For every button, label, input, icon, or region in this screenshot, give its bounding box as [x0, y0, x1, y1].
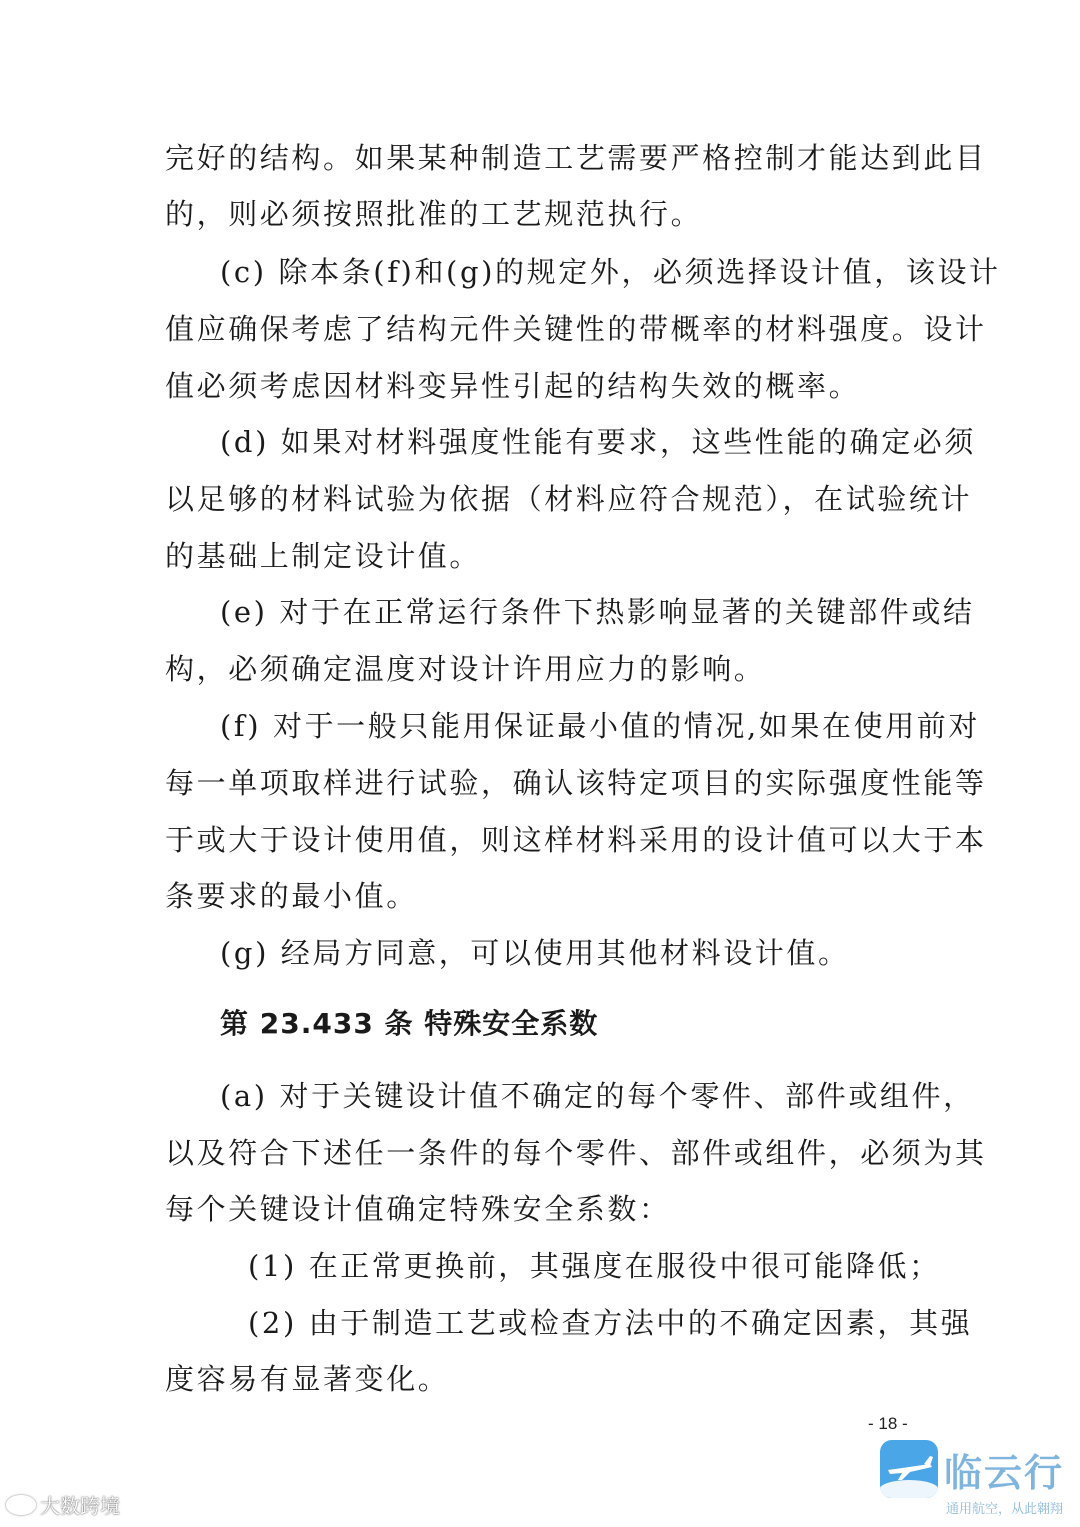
watermark-right-title: 临云行: [944, 1451, 1065, 1495]
watermark-left: [6, 1490, 120, 1519]
item-2: (2) 由于制造工艺或检查方法中的不确定因素，其强: [248, 1306, 973, 1340]
text-line: 构，必须确定温度对设计许用应力的影响。: [165, 652, 766, 686]
section-heading: 第 23.433 条 特殊安全系数: [220, 1007, 599, 1040]
text-line: 度容易有显著变化。: [165, 1362, 450, 1396]
text-line: 每一单项取样进行试验，确认该特定项目的实际强度性能等: [165, 766, 987, 800]
text-line: 完好的结构。如果某种制造工艺需要严格控制才能达到此目: [165, 141, 987, 175]
text-line: 值应确保考虑了结构元件关键性的带概率的材料强度。设计: [165, 312, 987, 346]
watermark-right: [880, 1440, 1075, 1525]
text-line: 条要求的最小值。: [165, 879, 418, 913]
text-line: 每个关键设计值确定特殊安全系数：: [165, 1192, 671, 1226]
clause-e: (e) 对于在正常运行条件下热影响显著的关键部件或结: [220, 595, 975, 629]
text-line: 以足够的材料试验为依据（材料应符合规范），在试验统计: [165, 482, 973, 516]
page-number: - 18 -: [868, 1414, 908, 1433]
text-line: 于或大于设计使用值，则这样材料采用的设计值可以大于本: [165, 823, 987, 857]
clause-a: (a) 对于关键设计值不确定的每个零件、部件或组件，: [220, 1079, 975, 1113]
text-line: 值必须考虑因材料变异性引起的结构失效的概率。: [165, 369, 861, 403]
item-1: (1) 在正常更换前，其强度在服役中很可能降低；: [248, 1249, 941, 1283]
watermark-right-subtitle: 通用航空，从此翱翔: [946, 1502, 1064, 1517]
text-line: 的，则必须按照批准的工艺规范执行。: [165, 197, 703, 231]
clause-f: (f) 对于一般只能用保证最小值的情况,如果在使用前对: [220, 709, 980, 743]
clause-d: (d) 如果对材料强度性能有要求，这些性能的确定必须: [220, 425, 977, 459]
airplane-logo-icon: [880, 1440, 938, 1498]
clause-g: (g) 经局方同意，可以使用其他材料设计值。: [220, 936, 850, 970]
weibo-icon: [6, 1495, 36, 1515]
clause-c: (c) 除本条(f)和(g)的规定外，必须选择设计值，该设计: [220, 255, 1001, 289]
text-line: 以及符合下述任一条件的每个零件、部件或组件，必须为其: [165, 1136, 987, 1170]
text-line: 的基础上制定设计值。: [165, 539, 482, 573]
watermark-left-text: 大数跨境: [40, 1494, 120, 1518]
